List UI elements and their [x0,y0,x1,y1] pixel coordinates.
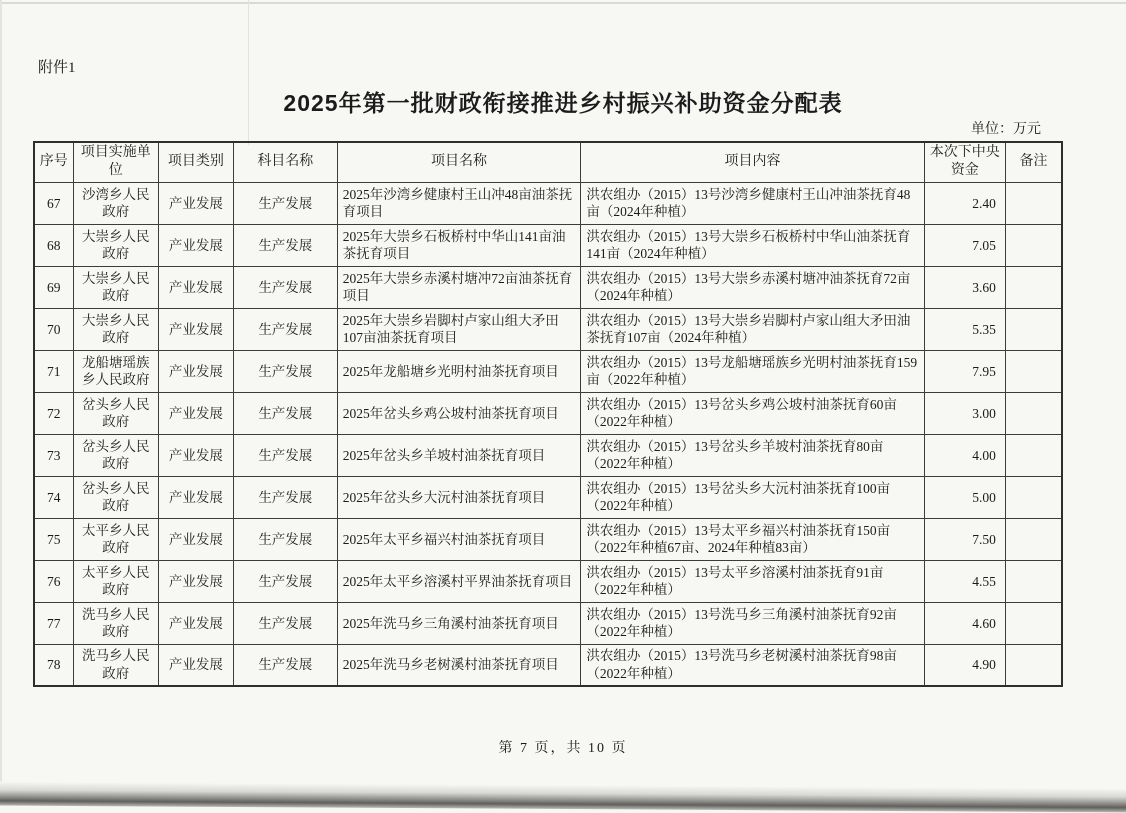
cell-subject: 生产发展 [233,182,337,224]
cell-no: 78 [34,644,73,686]
page-title: 2025年第一批财政衔接推进乡村振兴补助资金分配表 [283,90,843,116]
cell-content: 洪农组办（2015）13号太平乡溶溪村油茶抚育91亩（2022年种植） [581,560,924,602]
cell-content: 洪农组办（2015）13号太平乡福兴村油茶抚育150亩（2022年种植67亩、2024年种植83亩） [581,518,924,560]
cell-amount: 2.40 [924,182,1005,224]
cell-content: 洪农组办（2015）13号大崇乡岩脚村卢家山组大矛田油茶抚育107亩（2024年种植） [581,308,924,350]
cell-content: 洪农组办（2015）13号岔头乡羊坡村油茶抚育80亩（2022年种植） [581,434,924,476]
cell-category: 产业发展 [158,308,233,350]
scan-bottom-shadow [0,781,1126,812]
cell-content: 洪农组办（2015）13号洗马乡老树溪村油茶抚育98亩（2022年种植） [581,644,924,686]
cell-name: 2025年大崇乡石板桥村中华山141亩油茶抚育项目 [337,224,581,266]
col-header-no: 序号 [34,142,73,182]
cell-content: 洪农组办（2015）13号岔头乡鸡公坡村油茶抚育60亩（2022年种植） [581,392,924,434]
cell-name: 2025年沙湾乡健康村王山冲48亩油茶抚育项目 [337,182,581,224]
cell-unit: 岔头乡人民政府 [73,476,158,518]
cell-subject: 生产发展 [233,518,337,560]
cell-subject: 生产发展 [233,602,337,644]
table-row [34,266,1062,308]
cell-content: 洪农组办（2015）13号大崇乡赤溪村塘冲油茶抚育72亩（2024年种植） [581,266,924,308]
table-row [34,350,1062,392]
table-row [34,308,1062,350]
cell-category: 产业发展 [158,224,233,266]
cell-no: 75 [34,518,73,560]
cell-category: 产业发展 [158,560,233,602]
cell-unit: 太平乡人民政府 [73,560,158,602]
cell-subject: 生产发展 [233,308,337,350]
cell-category: 产业发展 [158,350,233,392]
cell-remark [1005,602,1062,644]
cell-subject: 生产发展 [233,224,337,266]
cell-content: 洪农组办（2015）13号大崇乡石板桥村中华山油茶抚育141亩（2024年种植） [581,224,924,266]
table-row [34,224,1062,266]
cell-subject: 生产发展 [233,350,337,392]
col-header-unit: 项目实施单位 [73,142,158,182]
cell-remark [1005,266,1062,308]
cell-name: 2025年岔头乡羊坡村油茶抚育项目 [337,434,581,476]
cell-name: 2025年岔头乡大沅村油茶抚育项目 [337,476,581,518]
cell-remark [1005,518,1062,560]
cell-name: 2025年太平乡福兴村油茶抚育项目 [337,518,581,560]
cell-amount: 7.50 [924,518,1005,560]
cell-category: 产业发展 [158,602,233,644]
cell-category: 产业发展 [158,644,233,686]
attachment-label: 附件1 [38,60,76,76]
cell-amount: 7.95 [924,350,1005,392]
cell-no: 76 [34,560,73,602]
cell-no: 69 [34,266,73,308]
cell-remark [1005,644,1062,686]
cell-amount: 4.00 [924,434,1005,476]
page-number: 第 7 页，共 10 页 [498,741,628,756]
cell-unit: 沙湾乡人民政府 [73,182,158,224]
cell-amount: 5.35 [924,308,1005,350]
col-header-category: 项目类别 [158,142,233,182]
cell-subject: 生产发展 [233,560,337,602]
cell-unit: 岔头乡人民政府 [73,434,158,476]
cell-subject: 生产发展 [233,644,337,686]
cell-remark [1005,308,1062,350]
table-header [34,142,1062,182]
cell-amount: 4.90 [924,644,1005,686]
cell-amount: 3.00 [924,392,1005,434]
scan-left-edge [0,0,2,803]
cell-category: 产业发展 [158,266,233,308]
cell-category: 产业发展 [158,518,233,560]
cell-name: 2025年大崇乡岩脚村卢家山组大矛田107亩油茶抚育项目 [337,308,581,350]
cell-name: 2025年洗马乡老树溪村油茶抚育项目 [337,644,581,686]
cell-no: 77 [34,602,73,644]
unit-label: 单位：万元 [971,122,1041,137]
header-row [34,142,1062,182]
cell-category: 产业发展 [158,182,233,224]
cell-content: 洪农组办（2015）13号岔头乡大沅村油茶抚育100亩（2022年种植） [581,476,924,518]
cell-remark [1005,224,1062,266]
cell-unit: 大崇乡人民政府 [73,224,158,266]
cell-amount: 7.05 [924,224,1005,266]
cell-no: 67 [34,182,73,224]
cell-category: 产业发展 [158,434,233,476]
table-body [34,182,1062,686]
cell-remark [1005,182,1062,224]
cell-name: 2025年岔头乡鸡公坡村油茶抚育项目 [337,392,581,434]
cell-content: 洪农组办（2015）13号沙湾乡健康村王山冲油茶抚育48亩（2024年种植） [581,182,924,224]
cell-name: 2025年龙船塘乡光明村油茶抚育项目 [337,350,581,392]
cell-subject: 生产发展 [233,266,337,308]
cell-no: 71 [34,350,73,392]
col-header-amount: 本次下中央资金 [924,142,1005,182]
cell-unit: 大崇乡人民政府 [73,266,158,308]
cell-amount: 5.00 [924,476,1005,518]
cell-name: 2025年太平乡溶溪村平界油茶抚育项目 [337,560,581,602]
table-row [34,182,1062,224]
scan-top-edge [0,2,1126,4]
cell-content: 洪农组办（2015）13号洗马乡三角溪村油茶抚育92亩（2022年种植） [581,602,924,644]
cell-name: 2025年大崇乡赤溪村塘冲72亩油茶抚育项目 [337,266,581,308]
cell-unit: 龙船塘瑶族乡人民政府 [73,350,158,392]
cell-name: 2025年洗马乡三角溪村油茶抚育项目 [337,602,581,644]
table-row [34,560,1062,602]
cell-subject: 生产发展 [233,434,337,476]
table-row [34,602,1062,644]
cell-remark [1005,476,1062,518]
cell-remark [1005,560,1062,602]
cell-unit: 大崇乡人民政府 [73,308,158,350]
col-header-subject: 科目名称 [233,142,337,182]
cell-remark [1005,350,1062,392]
cell-remark [1005,434,1062,476]
table-row [34,476,1062,518]
cell-remark [1005,392,1062,434]
cell-unit: 洗马乡人民政府 [73,644,158,686]
allocation-table [33,141,1063,687]
cell-no: 73 [34,434,73,476]
cell-amount: 3.60 [924,266,1005,308]
cell-no: 74 [34,476,73,518]
cell-no: 70 [34,308,73,350]
cell-unit: 太平乡人民政府 [73,518,158,560]
col-header-remark: 备注 [1005,142,1062,182]
cell-no: 68 [34,224,73,266]
cell-unit: 洗马乡人民政府 [73,602,158,644]
cell-content: 洪农组办（2015）13号龙船塘瑶族乡光明村油茶抚育159亩（2022年种植） [581,350,924,392]
table-row [34,518,1062,560]
cell-amount: 4.55 [924,560,1005,602]
cell-subject: 生产发展 [233,392,337,434]
table-row [34,644,1062,686]
col-header-content: 项目内容 [581,142,924,182]
cell-no: 72 [34,392,73,434]
table-row [34,434,1062,476]
col-header-name: 项目名称 [337,142,581,182]
cell-subject: 生产发展 [233,476,337,518]
table-row [34,392,1062,434]
cell-category: 产业发展 [158,476,233,518]
cell-amount: 4.60 [924,602,1005,644]
cell-category: 产业发展 [158,392,233,434]
cell-unit: 岔头乡人民政府 [73,392,158,434]
